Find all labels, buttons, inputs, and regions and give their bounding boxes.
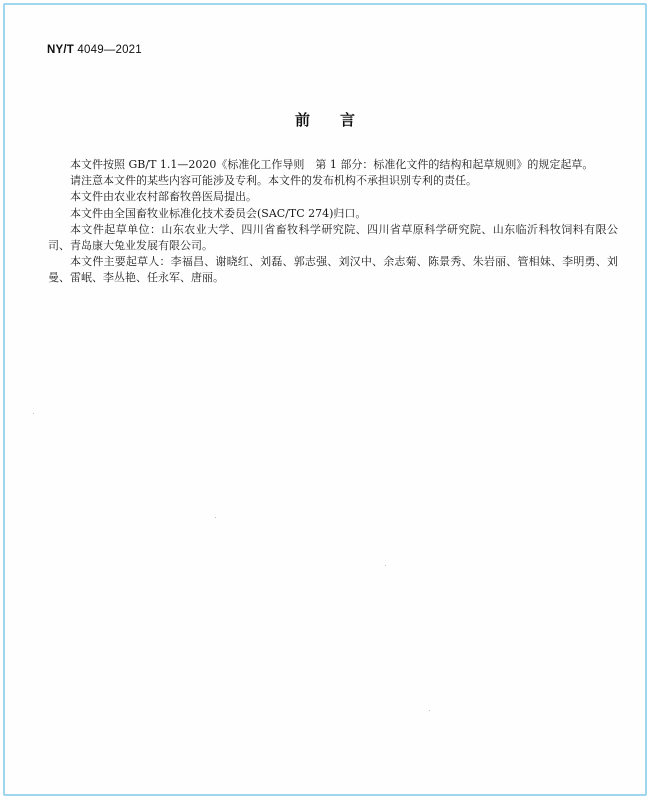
page-frame [3, 3, 647, 796]
scan-speck [215, 517, 216, 518]
paragraph-drafting-rules: 本文件按照 GB/T 1.1—2020《标准化工作导则 第 1 部分：标准化文件的结构和起草规则》的规定起草。 [70, 158, 594, 171]
scan-speck [429, 710, 430, 711]
paragraph-drafting-units: 本文件起草单位：山东农业大学、四川省畜牧科学研究院、四川省草原科学研究院、山东临沂科牧饲料有限公司、青岛康大兔业发展有限公司。 [48, 222, 618, 253]
paragraph-under-jurisdiction: 本文件由全国畜牧业标准化技术委员会(SAC/TC 274)归口。 [70, 206, 367, 220]
scan-speck [33, 413, 34, 414]
page-title: 前言 [294, 111, 385, 129]
foreword-body [48, 157, 618, 287]
paragraph-proposed-by: 本文件由农业农村部畜牧兽医局提出。 [70, 190, 257, 204]
document-code-number: 4049—2021 [77, 44, 142, 56]
document-code [47, 44, 142, 56]
document-code-prefix: NY/T [47, 44, 74, 56]
scan-speck [385, 565, 386, 566]
paragraph-drafters: 本文件主要起草人：李福昌、谢晓红、刘磊、郭志强、刘汉中、余志菊、陈景秀、朱岩丽、管相妹、李明勇、刘曼、雷岷、李丛艳、任永军、唐丽。 [48, 255, 618, 285]
paragraph-patent-notice: 请注意本文件的某些内容可能涉及专利。本文件的发布机构不承担识别专利的责任。 [70, 174, 477, 188]
